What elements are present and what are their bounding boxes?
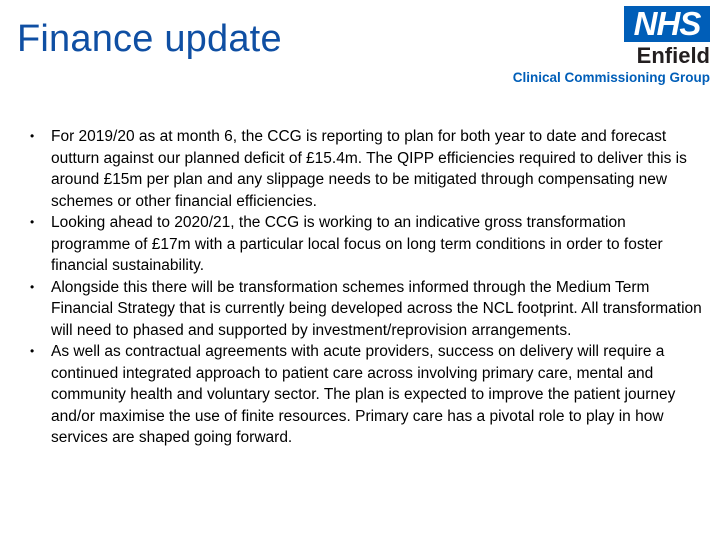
bullet-item	[30, 126, 702, 212]
bullet-text: Alongside this there will be transformation schemes informed through the Medium Term Financial Strategy that is currently being developed across the NCL footprint. All transformation will need to phased and supported by investment/reprovision arrangements.	[51, 278, 702, 339]
bullet-dot-icon: •	[30, 279, 35, 294]
bullet-item	[30, 212, 702, 277]
bullet-dot-icon: •	[30, 344, 35, 358]
org-subtitle: Clinical Commissioning Group	[512, 70, 710, 85]
bullet-item	[30, 277, 702, 342]
bullet-text: Looking ahead to 2020/21, the CCG is working to an indicative gross transformation programme of £17m with a particular local focus on long term conditions in order to foster financial sustainability.	[51, 214, 663, 274]
bullet-dot-icon: •	[30, 215, 35, 229]
nhs-logo-mark: NHS	[624, 6, 710, 42]
slide-title: Finance update	[17, 18, 282, 60]
nhs-enfield-ccg-logo	[485, 6, 710, 90]
bullet-dot-icon: •	[30, 129, 35, 143]
bullet-text: As well as contractual agreements with acute providers, success on delivery will require a continued integrated approach to patient care across involving primary care, mental and community health and voluntary sector. The plan is expected to improve the patient journey and/or maximise the use of finite resources. Primary care has a pivotal role to play in how services are shaped going forward.	[51, 343, 676, 446]
bullet-text: For 2019/20 as at month 6, the CCG is reporting to plan for both year to date and forecast outturn against our planned deficit of £15.4m. The QIPP efficiencies required to deliver this is around £15m per plan and any slippage needs to be mitigated through compensating new schemes or other financial efficiencies.	[51, 128, 687, 210]
org-name: Enfield	[636, 43, 710, 68]
bullet-item	[30, 341, 702, 449]
bullet-list	[30, 126, 702, 449]
